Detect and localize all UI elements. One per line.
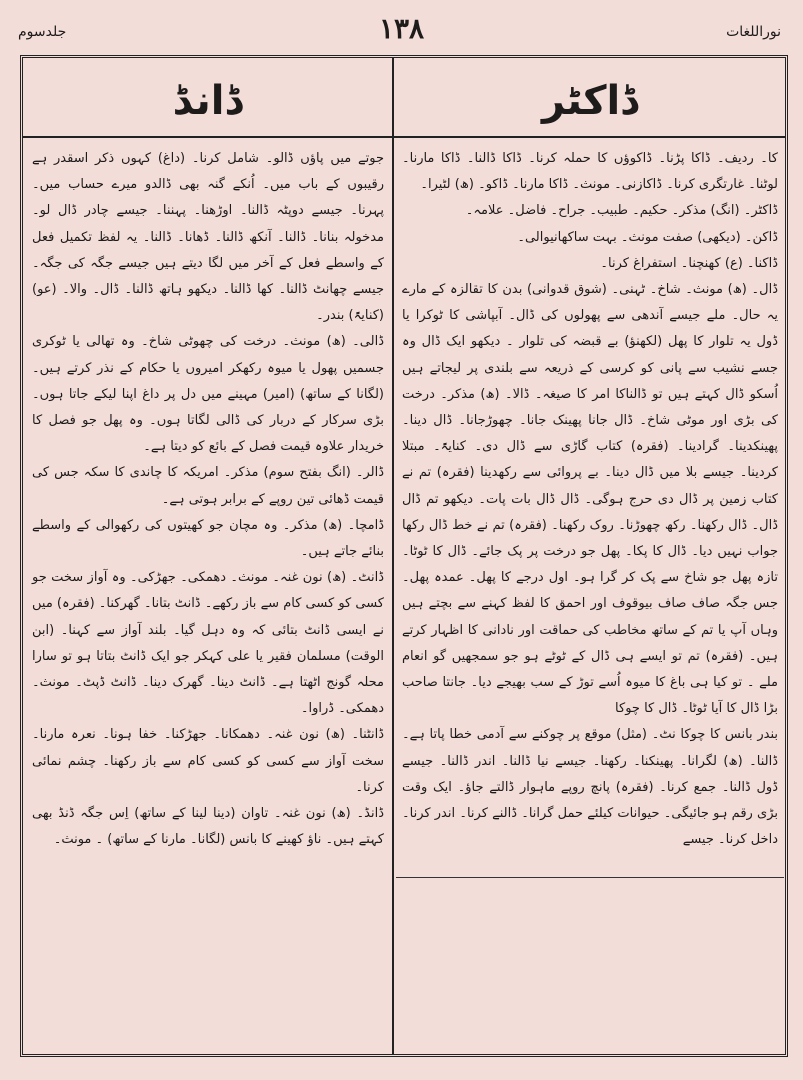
paragraph: ڈامچا۔ (ھ) مذکر۔ وہ مچان جو کھیتوں کی رکھوالی کے واسطے بنائے جاتے ہیں۔ xyxy=(32,517,384,560)
paragraph: ڈال۔ (ھ) مونث۔ شاخ۔ ٹہنی۔ (شوق قدوانی) بدن کا تقالزہ کے مارے یہ حال۔ ملے جیسے آندھی سے پھولوں کی ڈال۔ آبپاشی کا ٹوکرا یا ڈول یہ تلوار کا پھل (لکھنؤ) بے قبضہ کی تلوار ۔ دیکھو ایک ڈال وہ جسے نشیب سے پانی کو کرسی کے ذریعہ سے بلندی پر لیجاتے ہیں اُسکو ڈال کہتے ہیں تو ڈالناکا امر کا صیغہ۔ ڈالا۔ (ھ) مذکر۔ درخت کی بڑی اور موٹی شاخ۔ ڈال جانا پھینک جانا۔ چھوڑجانا۔ ڈال دینا۔ پھینکدینا۔ گرادینا۔ (فقرہ) کتاب گاڑی سے ڈال دی۔ کنایۃً۔ مبتلا کردینا۔ جیسے بلا میں ڈال دینا۔ بے پروائی سے رکھدینا (فقرہ) تم نے کتاب زمین پر ڈال دی حرج ہوگی۔ ڈال ڈال بات پات۔ دیکھو تم ڈال ڈال۔ ڈال رکھنا۔ رکھ چھوڑنا۔ روک رکھنا۔ (فقرہ) تم نے خط ڈال رکھا جواب نہیں دیا۔ ڈال کا پکا۔ پھل جو درخت پر پک جائے۔ ڈال کا ٹوٹا۔ تازہ پھل جو شاخ سے پک کر گرا ہو۔ اول درجے کا پھل۔ عمدہ پھل۔ جس جگہ صاف صاف بیوقوف اور احمق کا لفظ کہنے سے بچتے ہیں وہاں آپ یا تم کے ساتھ مخاطب کی حماقت اور نادانی کا اظہار کرتے ہیں۔ (فقرہ) تم تو ایسے ہی ڈال کے ٹوٹے ہو جو سمجھیں گو انعام ملے ۔ تو کیا ہی باغ کا میوہ اُسے توڑ کے سب بھیجے دیا۔ جانتا صاحب بڑا ڈال کا آیا ٹوٹا۔ ڈال کا چوکا xyxy=(402,282,778,717)
paragraph: ڈانٹ۔ (ھ) نون غنہ۔ مونث۔ دھمکی۔ جھڑکی۔ وہ آواز سخت جو کسی کو کسی کام سے باز رکھے۔ ڈانٹ بتانا۔ گھرکنا۔ (فقرہ) میں نے ایسی ڈانٹ بتائی کہ وہ دہل گیا۔ بلند آواز سے کہنا۔ (ابن الوقت) مسلمان فقیر یا علی کہکر جو ایک ڈانٹ بتاتا ہو تو سارا محلہ گونج اٹھتا ہے۔ ڈانٹ دینا۔ گھرک دینا۔ ڈانٹ ڈپٹ۔ مونث۔ دھمکی۔ ڈراوا۔ xyxy=(32,570,384,717)
paragraph: ڈاکٹر۔ (انگ) مذکر۔ حکیم۔ طبیب۔ جراح۔ فاضل۔ علامہ۔ xyxy=(465,203,778,219)
right-column-text xyxy=(402,146,778,853)
right-column-headword: ڈاکٹر xyxy=(542,78,638,124)
left-column-text xyxy=(32,146,384,853)
header-book-title: نوراللغات xyxy=(726,24,781,40)
paragraph: ڈانٹنا۔ (ھ) نون غنہ۔ دھمکانا۔ جھڑکنا۔ خفا ہونا۔ نعرہ مارنا۔ سخت آواز سے کسی کو کسی کام سے باز رکھنا۔ چشم نمائی کرنا۔ xyxy=(32,727,384,795)
paragraph: ڈاکن۔ (دیکھی) صفت مونث۔ بہت ساکھانیوالی۔ xyxy=(517,229,778,245)
paragraph: جوتے میں پاؤں ڈالو۔ شامل کرنا۔ (داغ) کہوں ذکر اسقدر ہے رقیبوں کے باب میں۔ اُنکے گنہ بھی ڈالدو میرے حساب میں۔ پہرنا۔ جیسے دوپٹہ ڈالنا۔ اوڑھنا۔ پہننا۔ جیسے چادر ڈال لو۔ مدخولہ بنانا۔ ڈالنا۔ آنکھ ڈالنا۔ ڈھانا۔ ڈالنا۔ یہ لفظ تکمیل فعل کے واسطے فعل کے آخر میں لگا دیتے ہیں جیسے جگہ کی جگہ۔ جیسے چھانٹ ڈالنا۔ کھا ڈالنا۔ دیکھو ہاتھ ڈالنا۔ ڈال۔ والا۔ (عو) (کنایۃً) بندر۔ xyxy=(32,151,384,324)
page-number: ۱۳۸ xyxy=(378,12,425,45)
paragraph: ڈاکنا۔ (ع) کھنچنا۔ استفراغ کرنا۔ xyxy=(600,255,778,271)
left-column-headword: ڈانڈ xyxy=(172,78,243,124)
header-volume: جلدسوم xyxy=(18,24,67,40)
paragraph: ڈانڈ۔ (ھ) نون غنہ۔ تاوان (دینا لینا کے ساتھ) اِس جگہ ڈنڈ بھی کہتے ہیں۔ ناؤ کھینے کا بانس (لگانا۔ مارنا کے ساتھ) ۔ مونث۔ xyxy=(32,806,384,848)
column-divider xyxy=(392,58,394,1054)
section-separator xyxy=(396,877,784,878)
paragraph: ڈالی۔ (ھ) مونث۔ درخت کی چھوٹی شاخ۔ وہ تھالی یا ٹوکری جسمیں پھول یا میوہ رکھکر امیروں یا حکام کے نذر کرتے ہیں۔ (لگانا کے ساتھ) (امیر) مہینے میں دل پر داغ اپنا لیکے جاتا ہوں۔ بڑی سرکار کے دربار کی ڈالی لگاتا ہوں۔ وہ پھل جو فصل کا خریدار علاوہ قیمت فصل کے بائع کو دیتا ہے۔ xyxy=(32,334,384,455)
title-divider xyxy=(23,136,785,138)
paragraph: ڈالر۔ (انگ بفتح سوم) مذکر۔ امریکہ کا چاندی کا سکہ جس کی قیمت ڈھائی تین روپے کے برابر ہوتی ہے۔ xyxy=(32,465,384,507)
paragraph: بندر بانس کا چوکا نٹ۔ (مثل) موقع پر چوکنے سے آدمی خطا پاتا ہے۔ ڈالنا۔ (ھ) لگرانا۔ پھینکنا۔ رکھنا۔ جیسے نیا ڈالنا۔ اندر ڈالنا۔ جیسے ڈول ڈالنا۔ جمع کرنا۔ (فقرہ) پانچ روپے ماہوار ڈالتے جاؤ۔ ایک وقت بڑی رقم ہو جائیگی۔ حیوانات کیلئے حمل گرانا۔ ڈالنے کرنا۔ اندر کرنا۔ داخل کرنا۔ جیسے xyxy=(402,727,778,848)
paragraph: کا۔ ردیف۔ ڈاکا پڑنا۔ ڈاکوؤں کا حملہ کرنا۔ ڈاکا ڈالنا۔ ڈاکا مارنا۔ لوٹنا۔ غارتگری کرنا۔ ڈاکازنی۔ مونث۔ ڈاکا مارنا۔ ڈاکو۔ (ھ) لٹیرا۔ xyxy=(402,151,778,193)
